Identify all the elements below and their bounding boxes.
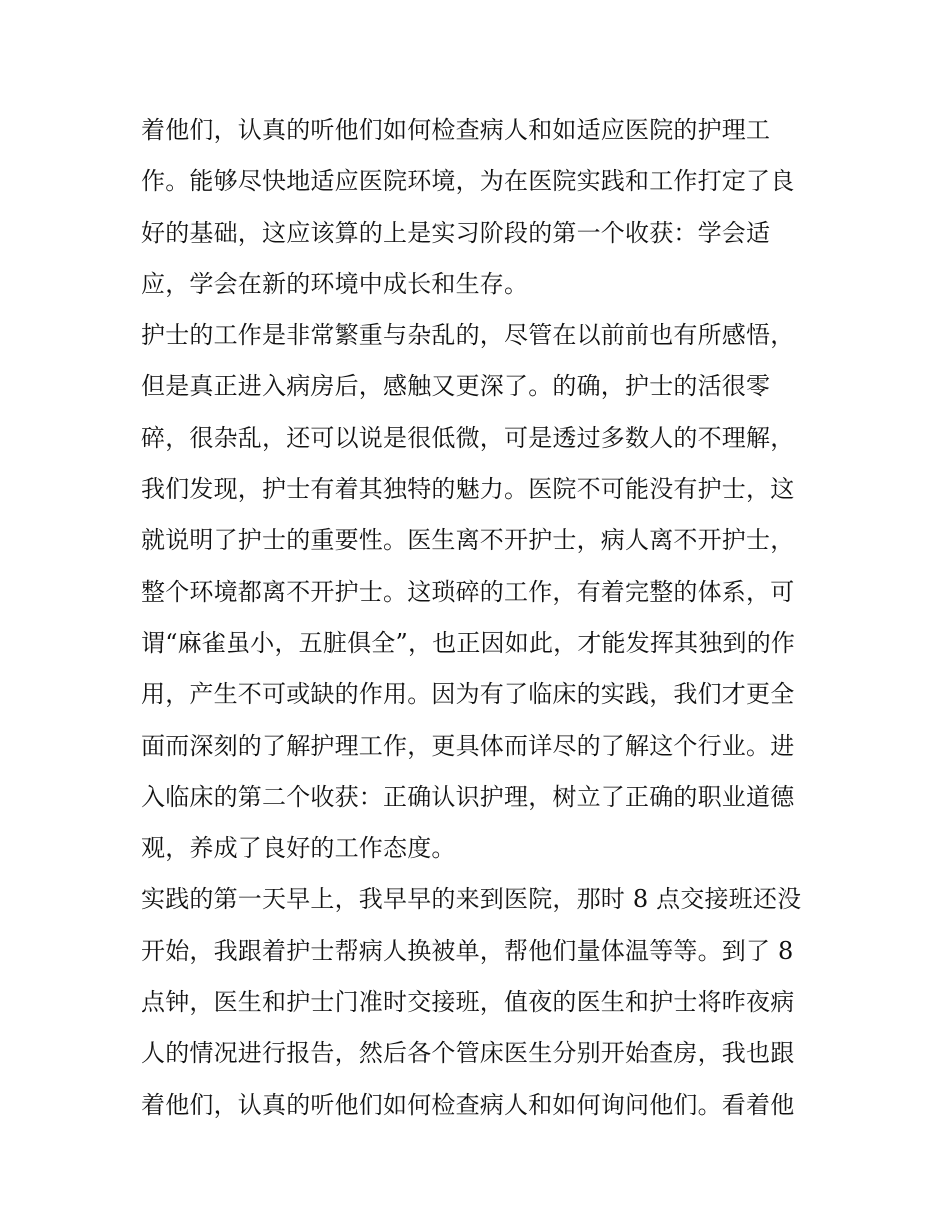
text-line: 就说明了护士的重要性。医生离不开护士，病人离不开护士， [141,526,795,555]
text-line: 开始，我跟着护士帮病人换被单，帮他们量体温等等。到了 8 [141,936,794,965]
text-line: 我们发现，护士有着其独特的魅力。医院不可能没有护士，这 [141,475,795,504]
text-line: 着他们，认真的听他们如何检查病人和如适应医院的护理工 [141,116,771,144]
text-line: 观，养成了良好的工作态度。 [141,834,456,863]
body-text [141,105,821,1131]
text-line: 应，学会在新的环境中成长和生存。 [141,269,529,298]
text-line: 碎，很杂乱，还可以说是很低微，可是透过多数人的不理解， [141,423,795,452]
text-line: 实践的第一天早上，我早早的来到医院，那时 8 点交接班还没 [141,885,802,914]
text-line: 点钟，医生和护士门准时交接班，值夜的医生和护士将昨夜病 [141,988,795,1017]
text-line: 入临床的第二个收获：正确认识护理，树立了正确的职业道德 [141,782,795,811]
text-line: 整个环境都离不开护士。这琐碎的工作，有着完整的体系，可 [141,577,795,606]
text-line: 但是真正进入病房后，感触又更深了。的确，护士的活很零 [141,372,771,401]
text-line: 好的基础，这应该算的上是实习阶段的第一个收获：学会适 [141,218,771,247]
text-line: 护士的工作是非常繁重与杂乱的，尽管在以前前也有所感悟， [141,321,795,350]
text-line: 着他们，认真的听他们如何检查病人和如何询问他们。看着他 [141,1090,795,1119]
text-line: 作。能够尽快地适应医院环境，为在医院实践和工作打定了良 [141,167,795,196]
text-line: 面而深刻的了解护理工作，更具体而详尽的了解这个行业。进 [141,731,795,760]
text-line: 谓“麻雀虽小，五脏俱全”，也正因如此，才能发挥其独到的作 [141,628,796,657]
text-line: 人的情况进行报告，然后各个管床医生分别开始查房，我也跟 [141,1039,795,1068]
text-line: 用，产生不可或缺的作用。因为有了临床的实践，我们才更全 [141,680,795,709]
